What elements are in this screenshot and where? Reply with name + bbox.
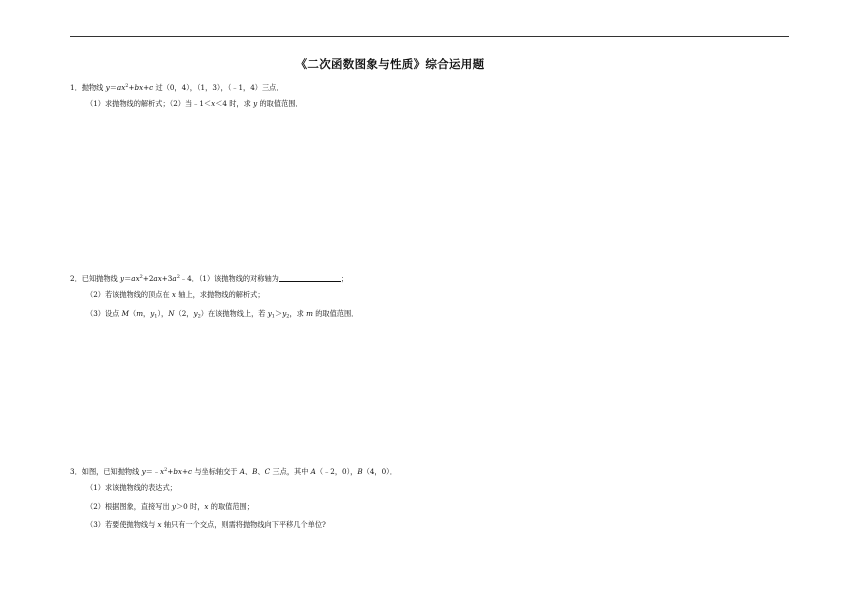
question-2-stem: 2．已知抛物线 $y=ax^2+2ax+3a^2﹣4$．（1）该抛物线的对称轴为 ； [70,274,349,283]
question-number: 2． [70,274,82,283]
question-3-part-2: （2）根据图象，直接写出 y＞0 时，x 的取值范围； [86,502,254,511]
question-number: 1． [70,83,82,92]
answer-blank[interactable] [279,275,341,282]
header-rule [70,36,789,37]
question-3-stem: 3．如图，已知抛物线 $y=﹣x^2+bx+c$ 与坐标轴交于 A、B、C 三点，其中 A（﹣2，0），B（4，0）． [70,467,397,476]
question-2-part-3: （3）设点 M（m，$y_1$），N（2，$y_2$）在该抛物线上，若 $y_1>y_2$，求 m 的取值范围． [86,309,359,320]
question-3-part-3: （3）若要使抛物线与 x 轴只有一个交点，则需将抛物线向下平移几个单位? [86,520,326,529]
question-3-part-1: （1）求该抛物线的表达式； [86,483,177,492]
question-1-part-1-2: （1）求抛物线的解析式；（2）当﹣1＜x＜4 时，求 y 的取值范围． [86,99,303,108]
question-1-stem: 1．抛物线 $y=ax^2+bx+c$ 过（0，4），（1，3），（﹣1，4）三点． [70,83,284,92]
question-number: 3． [70,467,82,476]
page-title-text: 《二次函数图象与性质》综合运用题 [295,57,485,71]
page-title [0,56,860,72]
question-2-part-2: （2）若该抛物线的顶点在 x 轴上，求抛物线的解析式； [86,290,265,299]
